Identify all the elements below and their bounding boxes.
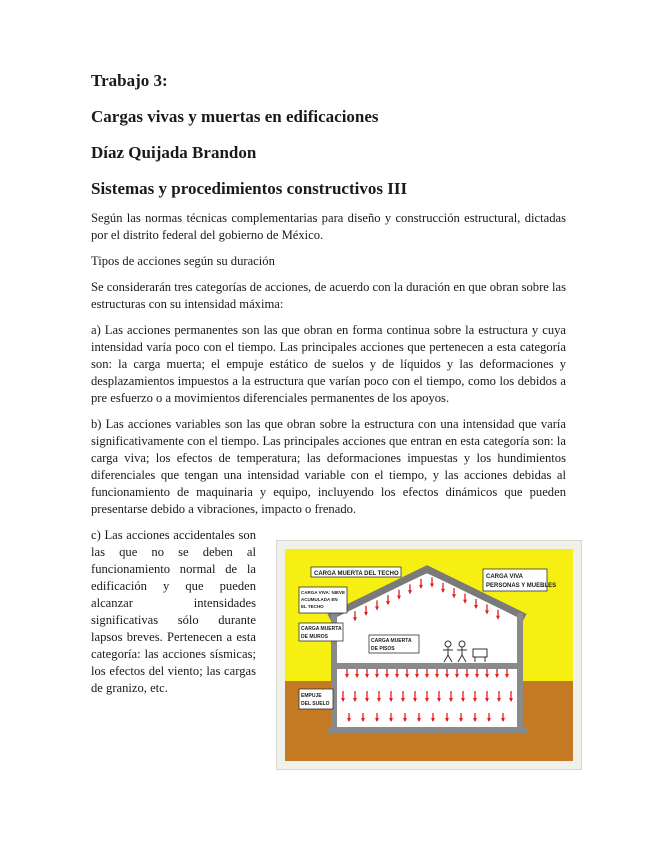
paragraph-types: Tipos de acciones según su duración (91, 254, 275, 268)
document-subtitle: Cargas vivas y muertas en edificaciones (91, 107, 379, 126)
floor-load-label-2: DE PISOS (371, 646, 395, 652)
soil-push-label-2: DEL SUELO (301, 701, 330, 707)
soil-push-label-1: EMPUJE (301, 693, 322, 699)
live-load-sublabel: PERSONAS Y MUEBLES (486, 583, 557, 589)
paragraph-accidental: c) Las acciones accidentales son las que no se deben al funcionamiento normal de la edificación y que pueden alcanzar intensidades significativas sólo durante lapsos breves. Pertenecen a esta categoría: las acciones sísmicas; los efectos del viento; las cargas de granizo, etc. (91, 528, 256, 695)
foundation (327, 727, 527, 733)
wall-load-label-1: CARGA MUERTA (301, 626, 342, 632)
loads-diagram-figure (276, 540, 582, 770)
document-title: Trabajo 3: (91, 71, 168, 90)
loads-diagram (277, 541, 581, 769)
floor-load-label-1: CARGA MUERTA (371, 638, 412, 644)
author-name: Díaz Quijada Brandon (91, 143, 257, 162)
snow-load-label-2: ACUMULADA EN (301, 597, 338, 602)
accidental-column (91, 527, 256, 697)
paragraph-permanent: a) Las acciones permanentes son las que obran en forma continua sobre la estructura y cuya intensidad varía poco con el tiempo. Las principales acciones que pertenecen a esta categoría son: la carga muerta; el empuje estático de suelos y de líquidos y las deformaciones y desplazamientos impuestos a la estructura que varían poco con el tiempo, como los debidos a pre esfuerzo o a movimientos diferenciales permanentes de los apoyos. (91, 323, 566, 405)
snow-load-label-3: EL TECHO (301, 604, 324, 609)
paragraph-variable: b) Las acciones variables son las que obran sobre la estructura con una intensidad que varía significativamente con el tiempo. Las principales acciones que entran en esta categoría son: la carga viva; los efectos de temperatura; las deformaciones impuestas y los hundimientos diferenciales que tengan una intensidad variable con el tiempo, y las acciones debidas al funcionamiento de maquinaria y equipo, incluyendo los efectos dinámicos que pueden presentarse debido a vibraciones, impacto o frenado. (91, 417, 566, 516)
right-wall (517, 613, 523, 731)
snow-load-label-1: CARGA VIVA: NIEVE (301, 590, 346, 595)
floor-slab (335, 663, 519, 669)
course-name: Sistemas y procedimientos constructivos III (91, 179, 408, 198)
wall-load-label-2: DE MUROS (301, 634, 328, 640)
paragraph-categories: Se considerarán tres categorías de acciones, de acuerdo con la duración en que obran sobre las estructuras con su intensidad máxima: (91, 280, 566, 311)
roof-load-label: CARGA MUERTA DEL TECHO (314, 571, 399, 577)
paragraph-intro: Según las normas técnicas complementarias para diseño y construcción estructural, dictadas por el distrito federal del gobierno de México. (91, 211, 566, 242)
live-load-label: CARGA VIVA (486, 574, 524, 580)
